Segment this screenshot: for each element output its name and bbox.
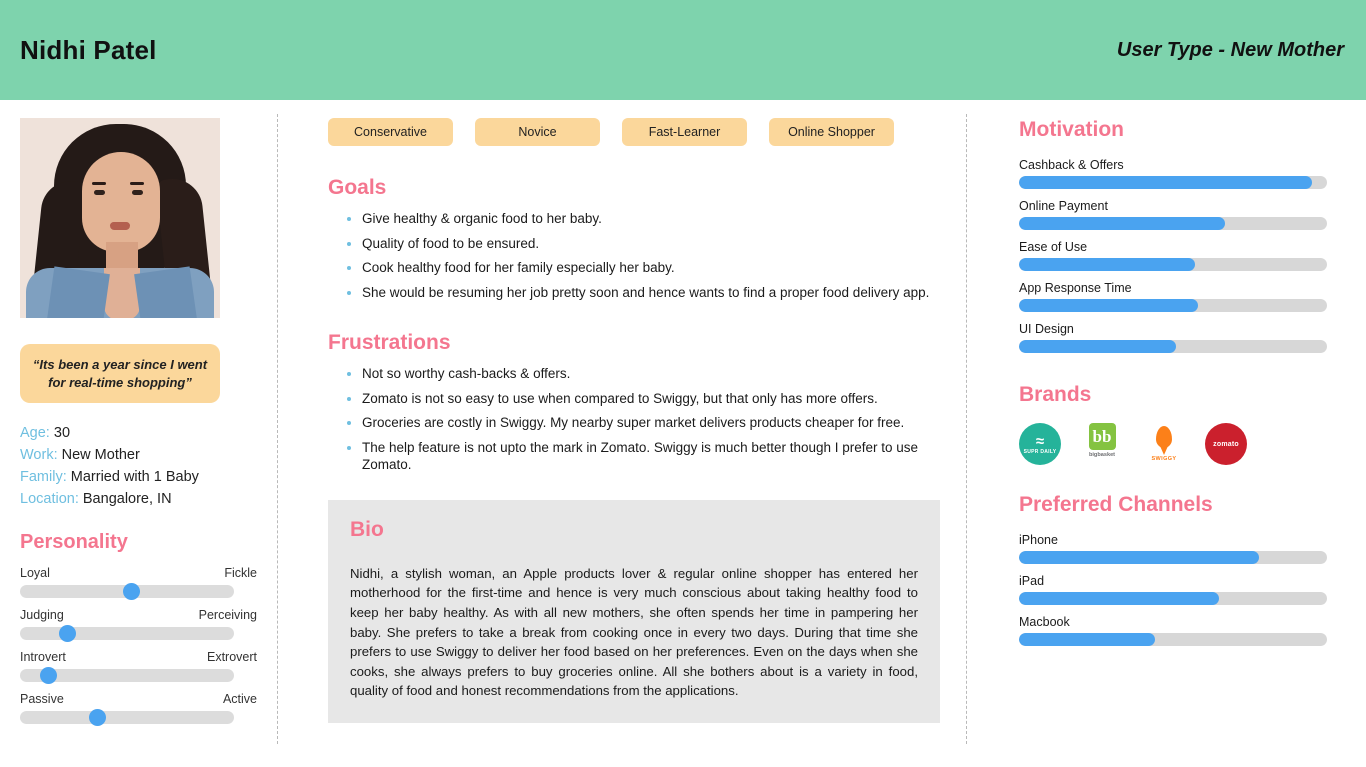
portrait-jacket-lapel-left xyxy=(46,266,110,318)
suprdaily-mark: ≈ xyxy=(1035,432,1045,450)
bio-section-title: Bio xyxy=(350,517,384,541)
bigbasket-mark: bb xyxy=(1089,423,1116,450)
persona-quote: “Its been a year since I went for real-time shopping” xyxy=(20,344,220,403)
bar-fill xyxy=(1019,176,1312,189)
personality-section-title: Personality xyxy=(20,531,128,554)
fact-family-key: Family: xyxy=(20,469,67,486)
portrait-eye-left xyxy=(94,190,105,195)
personality-slider-passive-active[interactable] xyxy=(20,692,257,724)
fact-age-key: Age: xyxy=(20,425,50,442)
goals-list xyxy=(328,210,948,301)
motivation-bar-ease-of-use xyxy=(1019,240,1328,271)
bar-label: UI Design xyxy=(1019,322,1074,336)
slider-left-label: Passive xyxy=(20,692,64,707)
bar-label: Ease of Use xyxy=(1019,240,1088,254)
fact-family xyxy=(20,469,257,485)
suprdaily-logo-icon xyxy=(1019,423,1061,465)
slider-labels xyxy=(20,650,257,664)
fact-location-key: Location: xyxy=(20,491,79,508)
motivation-bar-online-payment xyxy=(1019,199,1328,230)
channel-bar-macbook xyxy=(1019,615,1328,646)
bar-fill xyxy=(1019,299,1198,312)
list-item: • The help feature is not upto the mark in Zomato. Swiggy is much better though I prefer to use Zomato. xyxy=(362,439,948,474)
list-item: • Zomato is not so easy to use when compared to Swiggy, but that only has more offers. xyxy=(362,390,948,408)
portrait-jacket-lapel-right xyxy=(134,266,198,318)
bar-label: App Response Time xyxy=(1019,281,1132,295)
bar-label: Macbook xyxy=(1019,615,1070,629)
swiggy-logo-icon xyxy=(1143,423,1185,465)
slider-labels xyxy=(20,692,257,706)
slider-labels xyxy=(20,608,257,622)
slider-knob[interactable] xyxy=(40,667,57,684)
portrait-eye-right xyxy=(132,190,143,195)
middle-column xyxy=(278,100,966,767)
slider-knob[interactable] xyxy=(59,625,76,642)
bar-track xyxy=(1019,633,1327,646)
zomato-logo-icon xyxy=(1205,423,1247,465)
fact-family-value: Married with 1 Baby xyxy=(70,469,199,486)
personality-slider-introvert-extrovert[interactable] xyxy=(20,650,257,682)
bar-label: iPad xyxy=(1019,574,1045,588)
fact-location xyxy=(20,491,257,507)
slider-left-label: Loyal xyxy=(20,566,50,581)
bar-fill xyxy=(1019,340,1176,353)
slider-track[interactable] xyxy=(20,669,234,682)
avatar xyxy=(20,118,220,318)
fact-age-value: 30 xyxy=(53,425,71,442)
channel-bar-iphone xyxy=(1019,533,1328,564)
suprdaily-wordmark: SUPR DAILY xyxy=(1023,448,1057,455)
slider-knob[interactable] xyxy=(123,583,140,600)
bar-track xyxy=(1019,551,1327,564)
slider-knob[interactable] xyxy=(89,709,106,726)
slider-track[interactable] xyxy=(20,585,234,598)
slider-right-label: Fickle xyxy=(224,566,257,581)
bar-label: Cashback & Offers xyxy=(1019,158,1124,172)
right-column xyxy=(967,100,1366,767)
bar-track xyxy=(1019,217,1327,230)
trait-tag[interactable]: Fast-Learner xyxy=(622,118,747,146)
bigbasket-wordmark: bigbasket xyxy=(1088,452,1116,458)
page-title: Nidhi Patel xyxy=(20,34,157,65)
portrait-brow-right xyxy=(130,182,144,185)
slider-right-label: Perceiving xyxy=(198,608,257,623)
bar-track xyxy=(1019,176,1327,189)
list-item: • Not so worthy cash-backs & offers. xyxy=(362,365,948,383)
list-item: • Quality of food to be ensured. xyxy=(362,235,948,253)
motivation-bar-cashback xyxy=(1019,158,1328,189)
bar-fill xyxy=(1019,551,1259,564)
slider-right-label: Active xyxy=(222,692,257,707)
list-item: • She would be resuming her job pretty soon and hence wants to find a proper food delivery app. xyxy=(362,284,948,302)
motivation-bar-ui-design xyxy=(1019,322,1328,353)
frustrations-list xyxy=(328,365,948,474)
bar-track xyxy=(1019,592,1327,605)
portrait-brow-left xyxy=(92,182,106,185)
bar-track xyxy=(1019,258,1327,271)
motivation-bar-app-response-time xyxy=(1019,281,1328,312)
facts-list xyxy=(20,425,257,507)
swiggy-pin-mark xyxy=(1156,426,1172,448)
trait-tag[interactable]: Online Shopper xyxy=(769,118,894,146)
list-item: • Cook healthy food for her family especially her baby. xyxy=(362,259,948,277)
slider-right-label: Extrovert xyxy=(206,650,257,665)
bar-track xyxy=(1019,340,1327,353)
list-item: • Give healthy & organic food to her baby. xyxy=(362,210,948,228)
frustrations-section-title: Frustrations xyxy=(328,331,451,355)
list-item: • Groceries are costly in Swiggy. My nearby super market delivers products cheaper for free. xyxy=(362,414,948,432)
bigbasket-logo-icon xyxy=(1081,423,1123,465)
bar-fill xyxy=(1019,633,1155,646)
portrait-lips xyxy=(110,222,130,230)
bio-card xyxy=(328,500,940,723)
personality-slider-judging-perceiving[interactable] xyxy=(20,608,257,640)
fact-location-value: Bangalore, IN xyxy=(82,491,172,508)
slider-left-label: Judging xyxy=(20,608,64,623)
fact-age xyxy=(20,425,257,441)
bar-label: Online Payment xyxy=(1019,199,1108,213)
motivation-section-title: Motivation xyxy=(1019,118,1124,141)
bar-fill xyxy=(1019,258,1195,271)
bar-fill xyxy=(1019,217,1225,230)
persona-body xyxy=(0,100,1366,767)
trait-tag[interactable]: Conservative xyxy=(328,118,453,146)
channel-bar-ipad xyxy=(1019,574,1328,605)
user-type-label: User Type - New Mother xyxy=(1116,38,1344,61)
brands-list xyxy=(1019,423,1328,465)
fact-work xyxy=(20,447,257,463)
channels-section-title: Preferred Channels xyxy=(1019,493,1213,516)
brands-section-title: Brands xyxy=(1019,383,1092,406)
swiggy-wordmark: SWIGGY xyxy=(1151,456,1177,462)
goals-section-title: Goals xyxy=(328,176,387,199)
bar-label: iPhone xyxy=(1019,533,1058,547)
bar-track xyxy=(1019,299,1327,312)
fact-work-key: Work: xyxy=(20,447,58,464)
personality-slider-loyal-fickle[interactable] xyxy=(20,566,257,598)
bio-text: Nidhi, a stylish woman, an Apple products lover & regular online shopper has entered her motherhood for the first-time and hence is very much conscious about taking healthy food to keep her baby healthy. As with all new mothers, she often spends her time in pampering her baby. She prefers to take a break from cooking once in every two days. During that time she prefers to use Swiggy to deliver her food based on her preferences. Even on the days when she cooks, she always prefers to buy groceries online. All she bothers about is a variety in food, quality of food and honest recommendations from the applications. xyxy=(350,565,918,699)
slider-track[interactable] xyxy=(20,627,234,640)
slider-track[interactable] xyxy=(20,711,234,724)
portrait-face xyxy=(82,152,160,252)
trait-tag[interactable]: Novice xyxy=(475,118,600,146)
left-column xyxy=(0,100,277,767)
trait-tags xyxy=(328,118,948,146)
zomato-wordmark: zomato xyxy=(1213,440,1239,448)
bar-fill xyxy=(1019,592,1219,605)
persona-header xyxy=(0,0,1366,100)
slider-left-label: Introvert xyxy=(20,650,66,665)
slider-labels xyxy=(20,566,257,580)
fact-work-value: New Mother xyxy=(61,447,140,464)
